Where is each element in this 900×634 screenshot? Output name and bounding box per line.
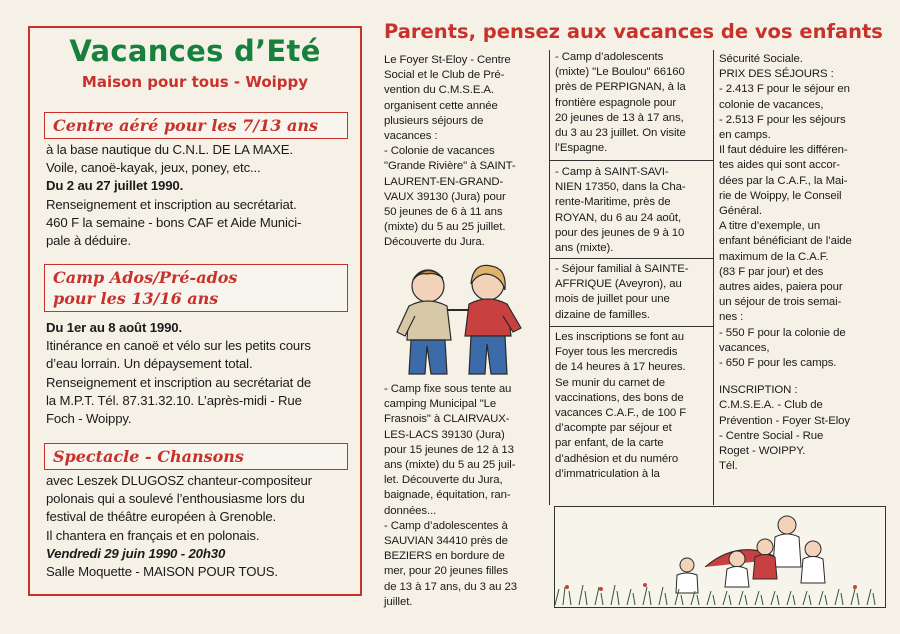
body-line: Itinérance en canoë et vélo sur les petits cours — [46, 338, 311, 354]
body-line-date: Vendredi 29 juin 1990 - 20h30 — [46, 545, 226, 561]
text-line: Social et le Club de Pré- — [384, 69, 505, 82]
left-subtitle: Maison pour tous - Woippy — [81, 73, 309, 91]
text-line: dizaine de familles. — [555, 308, 650, 321]
column-2-b — [555, 165, 710, 256]
text-line: A titre d’exemple, un — [719, 220, 821, 233]
text-line: frontière espagnole pour — [555, 96, 677, 109]
section-heading-spectacle — [44, 443, 348, 470]
text-line: dées par la C.A.F., la Mai- — [719, 174, 848, 187]
text-line: de 13 à 17 ans, du 3 au 23 — [384, 580, 517, 593]
text-line: BEZIERS en bordure de — [384, 550, 505, 563]
picnic-illustration — [554, 506, 886, 608]
body-line: Il chantera en français et en polonais. — [46, 527, 260, 543]
section-divider — [550, 160, 713, 161]
body-line-date: Du 1er au 8 août 1990. — [46, 320, 182, 335]
text-line: ans (mixte) du 5 au 25 juil- — [384, 459, 516, 472]
text-line: (83 F par jour) et des — [719, 265, 824, 278]
column-2-c — [555, 262, 710, 323]
text-line: pour des jeunes de 9 à 10 — [555, 226, 685, 239]
text-line: Tél. — [719, 460, 738, 473]
text-line: PRIX DES SÉJOURS : — [719, 68, 834, 81]
text-line: Découverte du Jura. — [384, 236, 485, 249]
heading-line: pour les 13/16 ans — [53, 289, 219, 308]
heading-line: Centre aéré pour les 7/13 ans — [53, 116, 318, 135]
section-divider — [550, 258, 713, 259]
text-line: du 3 au 23 juillet. On visite — [555, 127, 686, 140]
text-line: organisent cette année — [384, 99, 498, 112]
text-line: vaccinations, des bons de — [555, 391, 684, 404]
body-line: 460 F la semaine - bons CAF et Aide Munici- — [46, 214, 302, 230]
text-line: de 14 heures à 17 heures. — [555, 361, 686, 374]
text-line: LAURENT-EN-GRAND- — [384, 175, 504, 188]
children-illustration — [383, 256, 543, 380]
text-line: mer, pour 20 jeunes filles — [384, 565, 509, 578]
text-line: - Séjour familial à SAINTE- — [555, 263, 689, 275]
body-line: Renseignement et inscription au secrétariat. — [46, 196, 297, 212]
text-line: Les inscriptions se font au — [555, 331, 684, 343]
section-divider — [550, 326, 713, 327]
text-line: VAUX 39130 (Jura) pour — [384, 190, 506, 203]
left-panel — [28, 26, 362, 596]
section-body-centre-aere — [46, 141, 356, 250]
text-line: Le Foyer St-Eloy - Centre — [384, 54, 511, 66]
column-2-d — [555, 330, 710, 482]
body-line: festival de théâtre européen à Grenoble. — [46, 509, 277, 525]
text-line: par enfant, de la carte — [555, 437, 664, 450]
text-line: - Centre Social - Rue — [719, 429, 824, 442]
text-line: - 650 F pour les camps. — [719, 357, 837, 370]
text-line: vacances : — [384, 130, 438, 143]
text-line: pour 15 jeunes de 12 à 13 — [384, 443, 514, 456]
text-line: - Camp d’adolescents — [555, 51, 664, 63]
text-line: près de PERPIGNAN, à la — [555, 81, 686, 94]
text-line: - 550 F pour la colonie de — [719, 326, 846, 339]
text-line: rie de Woippy, le Conseil — [719, 189, 842, 202]
text-line: d’adhésion et du numéro — [555, 452, 679, 465]
text-line: - 2.513 F pour les séjours — [719, 113, 846, 126]
text-line: un séjour de trois semai- — [719, 296, 842, 309]
body-line: d’eau lorrain. Un dépaysement total. — [46, 356, 253, 372]
text-line: NIEN 17350, dans la Cha- — [555, 181, 686, 194]
right-title: Parents, pensez aux vacances de vos enfants — [384, 20, 883, 43]
text-line: plusieurs séjours de — [384, 114, 484, 127]
text-line: Prévention - Foyer St-Eloy — [719, 414, 850, 427]
text-line: mois de juillet pour une — [555, 293, 670, 306]
text-line: - Camp à SAINT-SAVI- — [555, 166, 669, 178]
text-line: juillet. — [384, 595, 413, 608]
section-heading-camp-ados — [44, 264, 348, 312]
text-line: tes aides qui sont accor- — [719, 159, 840, 172]
body-line: à la base nautique du C.N.L. DE LA MAXE. — [46, 142, 293, 157]
text-line: vention du C.M.S.E.A. — [384, 84, 494, 97]
text-line: rente-Maritime, près de — [555, 196, 671, 209]
text-line: - Camp fixe sous tente au — [384, 383, 512, 395]
section-body-camp-ados — [46, 319, 356, 428]
body-line: avec Leszek DLUGOSZ chanteur-compositeur — [46, 473, 312, 488]
text-line: baignade, équitation, ran- — [384, 489, 511, 502]
heading-line: Spectacle - Chansons — [53, 447, 244, 466]
text-line: LES-LACS 39130 (Jura) — [384, 428, 505, 441]
text-line: ans (mixte). — [555, 242, 614, 255]
left-title: Vacances d’Eté — [69, 34, 321, 68]
body-line: Renseignement et inscription au secrétariat de — [46, 374, 312, 390]
body-line: polonais qui a soulevé l’enthousiasme lors du — [46, 491, 305, 507]
body-line-date: Du 2 au 27 juillet 1990. — [46, 178, 184, 194]
text-line: Foyer tous les mercredis — [555, 346, 678, 359]
text-line: en camps. — [719, 129, 771, 142]
text-line: Se munir du carnet de — [555, 376, 665, 389]
text-line: 50 jeunes de 6 à 11 ans — [384, 206, 503, 219]
body-line: pale à déduire. — [46, 233, 132, 249]
section-heading-centre-aere — [44, 112, 348, 139]
body-line: la M.P.T. Tél. 87.31.32.10. L’après-midi - Rue — [46, 392, 302, 408]
text-line: SAUVIAN 34410 près de — [384, 535, 508, 548]
text-line: (mixte) "Le Boulou" 66160 — [555, 66, 685, 79]
text-line: l’Espagne. — [555, 142, 608, 155]
section-body-spectacle — [46, 472, 356, 581]
text-line: - 2.413 F pour le séjour en — [719, 83, 850, 96]
spacer — [719, 371, 879, 383]
text-line: d’acompte par séjour et — [555, 422, 672, 435]
text-line: vacances, — [719, 341, 770, 354]
text-line: let. Découverte du Jura, — [384, 474, 503, 487]
picnic-drawing — [555, 507, 885, 607]
text-line: 20 jeunes de 13 à 17 ans, — [555, 111, 684, 124]
body-line: Salle Moquette - MAISON POUR TOUS. — [46, 564, 278, 580]
text-line: enfant bénéficiant de l’aide — [719, 235, 852, 248]
text-line: - Colonie de vacances — [384, 145, 495, 158]
text-line: autres aides, paiera pour — [719, 281, 843, 294]
text-line: Général. — [719, 205, 762, 218]
text-line: "Grande Rivière" à SAINT- — [384, 160, 516, 173]
text-line: (mixte) du 5 au 25 juillet. — [384, 221, 506, 234]
text-line: Frasnois" à CLAIRVAUX- — [384, 413, 510, 426]
body-line: Foch - Woippy. — [46, 411, 132, 427]
text-line: ROYAN, du 6 au 24 août, — [555, 211, 682, 224]
text-line: INSCRIPTION : — [719, 384, 798, 397]
heading-line: Camp Ados/Pré-ados — [53, 268, 238, 287]
column-1-top — [384, 53, 544, 251]
text-line: camping Municipal "Le — [384, 398, 497, 411]
text-line: nes : — [719, 311, 744, 324]
column-1-bottom — [384, 382, 549, 610]
text-line: données... — [384, 504, 437, 517]
text-line: C.M.S.E.A. - Club de — [719, 399, 823, 412]
column-2-a — [555, 50, 710, 156]
text-line: colonie de vacances, — [719, 98, 824, 111]
text-line: Roget - WOIPPY. — [719, 445, 806, 458]
text-line: Il faut déduire les différen- — [719, 144, 848, 157]
text-line: maximum de la C.A.F. — [719, 250, 829, 263]
text-line: vacances C.A.F., de 100 F — [555, 407, 687, 420]
column-3 — [719, 52, 879, 474]
text-line: - Camp d’adolescentes à — [384, 519, 508, 532]
text-line: d’immatriculation à la — [555, 467, 660, 480]
column-divider — [713, 50, 714, 505]
column-divider — [549, 50, 550, 505]
body-line: Voile, canoë-kayak, jeux, poney, etc... — [46, 160, 261, 176]
text-line: AFFRIQUE (Aveyron), au — [555, 278, 682, 291]
text-line: Sécurité Sociale. — [719, 53, 803, 65]
